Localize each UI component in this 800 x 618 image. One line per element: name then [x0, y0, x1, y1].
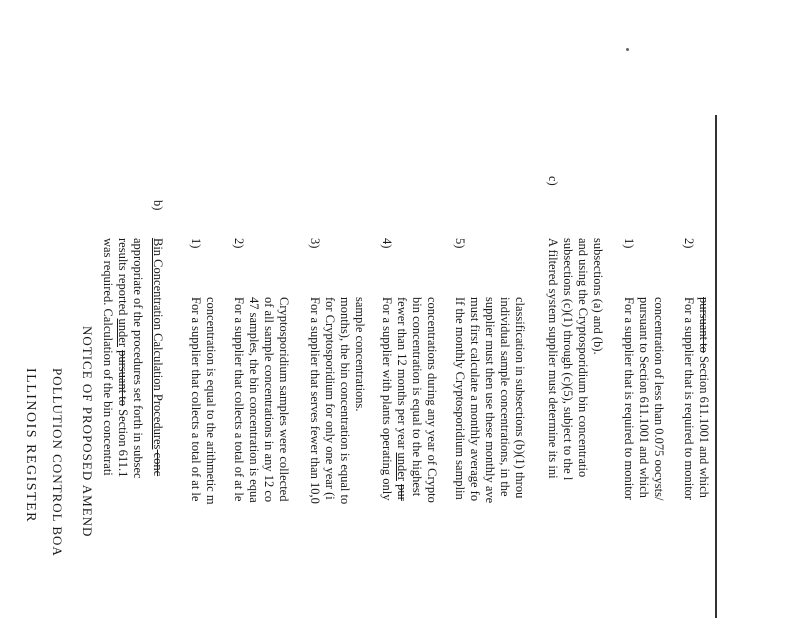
c1-line-3: concentration of less than 0.075 oocysts/ [652, 297, 666, 501]
b1-marker: 1) [189, 238, 203, 249]
b1-line-2: concentration is equal to the arithmetic m [204, 297, 218, 505]
board-name: POLLUTION CONTROL BOA [50, 368, 65, 557]
intro-line-1: was required. Calculation of the bin concentrati [101, 238, 115, 476]
b3-marker: 3) [308, 238, 322, 249]
b5-line-2: must first calculate a monthly average fo [468, 297, 482, 502]
b5-line-1: If the monthly Cryptosporidium samplin [453, 297, 467, 500]
b3-line-1: For a supplier that serves fewer than 10,0 [308, 297, 322, 504]
register-title: ILLINOIS REGISTER [23, 368, 38, 523]
b4-line-1: For a supplier with plants operating only [380, 297, 394, 501]
b2-line-4: Cryptosporidium samples were collected [277, 297, 291, 502]
b1-line-1: For a supplier that collects a total of at le [189, 297, 203, 502]
b2-line-1: For a supplier that collects a total of at le [232, 297, 246, 502]
b5-marker: 5) [453, 238, 467, 249]
header-rule [716, 115, 718, 618]
b5-line-3: supplier must then use these monthly ave [483, 297, 497, 504]
c2-line-1: For a supplier that is required to monitor [682, 297, 696, 501]
b4-line-2: fewer than 12 months per year under pur [395, 297, 409, 501]
c2-line-2: pursuant to Section 611.1001 and which [697, 297, 711, 498]
c-line-1: A filtered system supplier must determine its ini [546, 238, 560, 479]
intro-line-2: results reported under pursuant to Section 611.1 [116, 238, 130, 478]
b3-line-4: sample concentrations. [353, 297, 367, 412]
c1-marker: 1) [622, 238, 636, 249]
b2-line-3: of all sample concentrations in any 12 co [262, 297, 276, 503]
c1-line-1: For a supplier that is required to monitor [622, 297, 636, 501]
c2-marker: 2) [682, 238, 696, 249]
b4-line-4: concentrations during any year of Crypto [425, 297, 439, 503]
b2-marker: 2) [232, 238, 246, 249]
b5-line-5: classification in subsections (b)(1) throu [513, 297, 527, 499]
notice-heading: NOTICE OF PROPOSED AMEND [80, 326, 95, 538]
b3-line-3: months), the bin concentration is equal to [338, 297, 352, 505]
section-c-marker: c) [546, 176, 560, 186]
c-line-2: subsections (c)(1) through (c)(5), subject to the l [561, 238, 575, 481]
c-line-4: subsections (a) and (b). [591, 238, 605, 355]
b2-line-2: 47 samples, the bin concentration is equa [247, 297, 261, 503]
b4-line-3: bin concentration is equal to the highest [410, 297, 424, 497]
b4-marker: 4) [380, 238, 394, 249]
section-b-heading: Bin Concentration Calculation Procedures conc [151, 238, 165, 477]
intro-line-3: appropriate of the procedures set forth in subsec [131, 238, 145, 479]
c-line-3: and using the Cryptosporidium bin concentratio [576, 238, 590, 478]
b5-line-4: individual sample concentrations, in the [498, 297, 512, 497]
b3-line-2: for Cryptosporidium for only one year (i [323, 297, 337, 500]
c1-line-2: pursuant to Section 611.1001 and which [637, 297, 651, 498]
section-b-marker: b) [151, 200, 165, 211]
